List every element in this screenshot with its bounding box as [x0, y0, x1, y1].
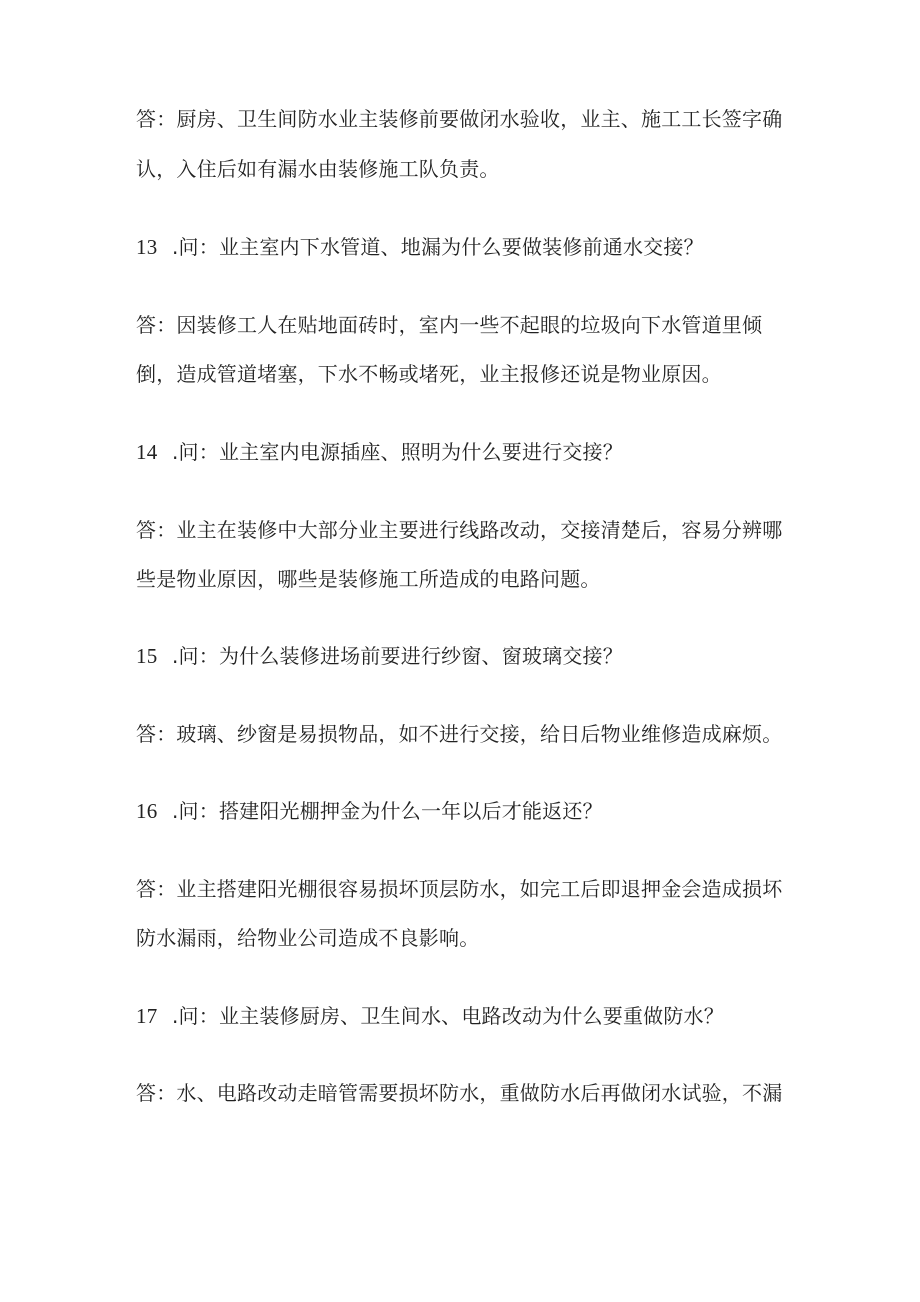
- question-line: [136, 798, 603, 824]
- answer-line: 些是物业原因，哪些是装修施工所造成的电路问题。: [136, 567, 601, 591]
- answer-line: 防水漏雨，给物业公司造成不良影响。: [136, 926, 480, 950]
- question-text: .问：搭建阳光棚押金为什么一年以后才能返还？: [172, 799, 603, 823]
- answer-line: 倒，造成管道堵塞，下水不畅或堵死，业主报修还说是物业原因。: [136, 362, 722, 386]
- answer-line: 认，入住后如有漏水由装修施工队负责。: [136, 157, 500, 181]
- answer-line: 答：业主搭建阳光棚很容易损坏顶层防水，如完工后即退押金会造成损坏: [136, 877, 783, 901]
- question-line: [136, 643, 623, 669]
- answer-line: 答：厨房、卫生间防水业主装修前要做闭水验收，业主、施工工长签字确: [136, 107, 783, 131]
- question-line: [136, 1003, 724, 1029]
- question-number: 16: [136, 799, 158, 823]
- question-text: .问：为什么装修进场前要进行纱窗、窗玻璃交接？: [172, 644, 623, 668]
- answer-line: 答：因装修工人在贴地面砖时，室内一些不起眼的垃圾向下水管道里倾: [136, 313, 763, 337]
- answer-line: 答：水、电路改动走暗管需要损坏防水，重做防水后再做闭水试验，不漏: [136, 1081, 783, 1105]
- answer-line: 答：玻璃、纱窗是易损物品，如不进行交接，给日后物业维修造成麻烦。: [136, 722, 783, 746]
- question-text: .问：业主室内下水管道、地漏为什么要做装修前通水交接？: [172, 235, 704, 259]
- question-number: 13: [136, 235, 158, 259]
- question-line: [136, 439, 623, 465]
- question-number: 14: [136, 440, 158, 464]
- question-number: 15: [136, 644, 158, 668]
- answer-line: 答：业主在装修中大部分业主要进行线路改动，交接清楚后，容易分辨哪: [136, 518, 783, 542]
- question-number: 17: [136, 1004, 158, 1028]
- question-text: .问：业主室内电源插座、照明为什么要进行交接？: [172, 440, 623, 464]
- question-line: [136, 234, 704, 260]
- question-text: .问：业主装修厨房、卫生间水、电路改动为什么要重做防水？: [172, 1004, 724, 1028]
